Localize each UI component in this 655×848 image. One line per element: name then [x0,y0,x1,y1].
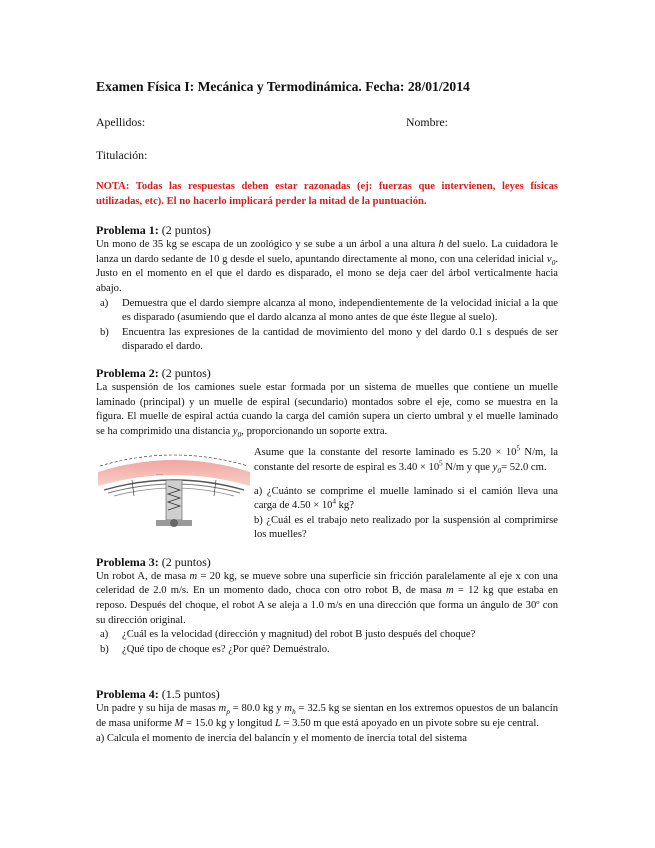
problem-1-title [96,223,558,238]
problem-2-item-a: a) ¿Cuánto se comprime el muelle laminado si el camión lleva una carga de $4.50 \times 10^4$ kg? [254,485,558,512]
problem-4-points: (1.5 puntos) [161,687,220,702]
exam-title: Examen Física I: Mecánica y Termodinámica. Fecha: 28/01/2014 [96,79,470,94]
problem-4-heading: Problema 4: [96,687,159,702]
nombre-label: Nombre: [406,115,448,129]
problem-3-points: (2 puntos) [161,554,211,569]
titulacion-row [96,147,558,163]
problem-4-item-a: a) Calcula el momento de inercia del balancín y el momento de inercia total del sistema [96,732,467,744]
problem-4 [96,687,558,746]
problem-2-title [96,366,558,381]
problem-4-title [96,687,558,702]
problem-1-heading: Problema 1: [96,223,159,238]
exam-page [96,78,558,746]
suspension-diagram-icon [96,450,252,536]
problem-2-statement: La suspensión de los camiones suele estar formada por un sistema de muelles que contiene un muelle laminado (principal) y un muelle de espiral (secundario) montados sobre el eje, como se muestra en la figura. El muelle de espiral actúa cuando la carga del camión supera un cierto umbral y el muelle laminado se ha comprimido una distancia $y_0$, proporcionando un soporte extra. [96,381,558,439]
problem-3-statement: Un robot A, de masa m = 20 kg, se mueve sobre una superficie sin fricción paralelamente al eje x con una celeridad de 2.0 m/s. En un momento dado, choca con otro robot B, de masa m = 12 kg que estaba en reposo. Después del choque, el robot A se aleja a 1.0 m/s en una dirección que forma un ángulo de 30º con su dirección original. [96,570,559,626]
titulacion-label: Titulación: [96,148,148,162]
problem-3-heading: Problema 3: [96,554,159,569]
problem-2-figure-block [96,446,558,543]
name-fields-row [96,114,558,130]
problem-2-assumptions: Asume que la constante del resorte laminado es $5.20 \times 10^5$ N/m, la constante del resorte de espiral es $3.40 \times 10^5$ N/m y que $y_0= 52.0$ cm. [254,444,558,476]
problem-1-points: (2 puntos) [161,223,211,238]
problem-1 [96,223,558,355]
problem-2-points: (2 puntos) [161,365,211,380]
problem-2 [96,366,558,543]
problem-1-statement: Un mono de 35 kg se escapa de un zoológico y se sube a un árbol a una altura h del suelo. La cuidadora le lanza un dardo sedante de 10 g desde el suelo, apuntando directamente al mono, con una celeridad inicial $v_0$. Justo en el momento en el que el dardo es disparado, el mono se deja caer del árbol verticalmente hacia abajo. [96,239,558,294]
problem-3-title [96,555,558,570]
truck-suspension-figure [96,450,252,536]
problem-2-questions [252,446,558,543]
problem-2-item-b: b) ¿Cuál es el trabajo neto realizado por la suspensión al comprimirse los muelles? [254,514,558,541]
problem-1-item-a: a) Demuestra que el dardo siempre alcanza al mono, independientemente de la velocidad inicial a la que es disparado (asumiendo que el dardo alcanza al mono antes de que éste llegue al suelo). [100,297,558,324]
problem-2-heading: Problema 2: [96,365,159,380]
problem-4-statement: Un padre y su hija de masas $m_p = 80.0$ kg y $m_h = 32.5$ kg se sientan en los extremos opuestos de un balancín de masa uniforme M = 15.0 kg y longitud L = 3.50 m que está apoyado en un pivote sobre su eje central. [96,703,558,730]
exam-note: NOTA: Todas las respuestas deben estar razonadas (ej: fuerzas que intervienen, leyes físicas utilizadas, etc). El no hacerlo implicará perder la mitad de la puntuación. [96,181,558,207]
problem-1-item-b: b) Encuentra las expresiones de la cantidad de movimiento del mono y del dardo 0.1 s después de ser disparado el dardo. [100,326,558,353]
svg-text:~~~: ~~~ [156,472,164,478]
problem-3 [96,555,558,658]
problem-3-item-b: b) ¿Qué tipo de choque es? ¿Por qué? Demuéstralo. [100,643,330,655]
apellidos-label: Apellidos: [96,115,146,129]
problem-3-item-a: a) ¿Cuál es la velocidad (dirección y magnitud) del robot B justo después del choque? [100,629,476,641]
